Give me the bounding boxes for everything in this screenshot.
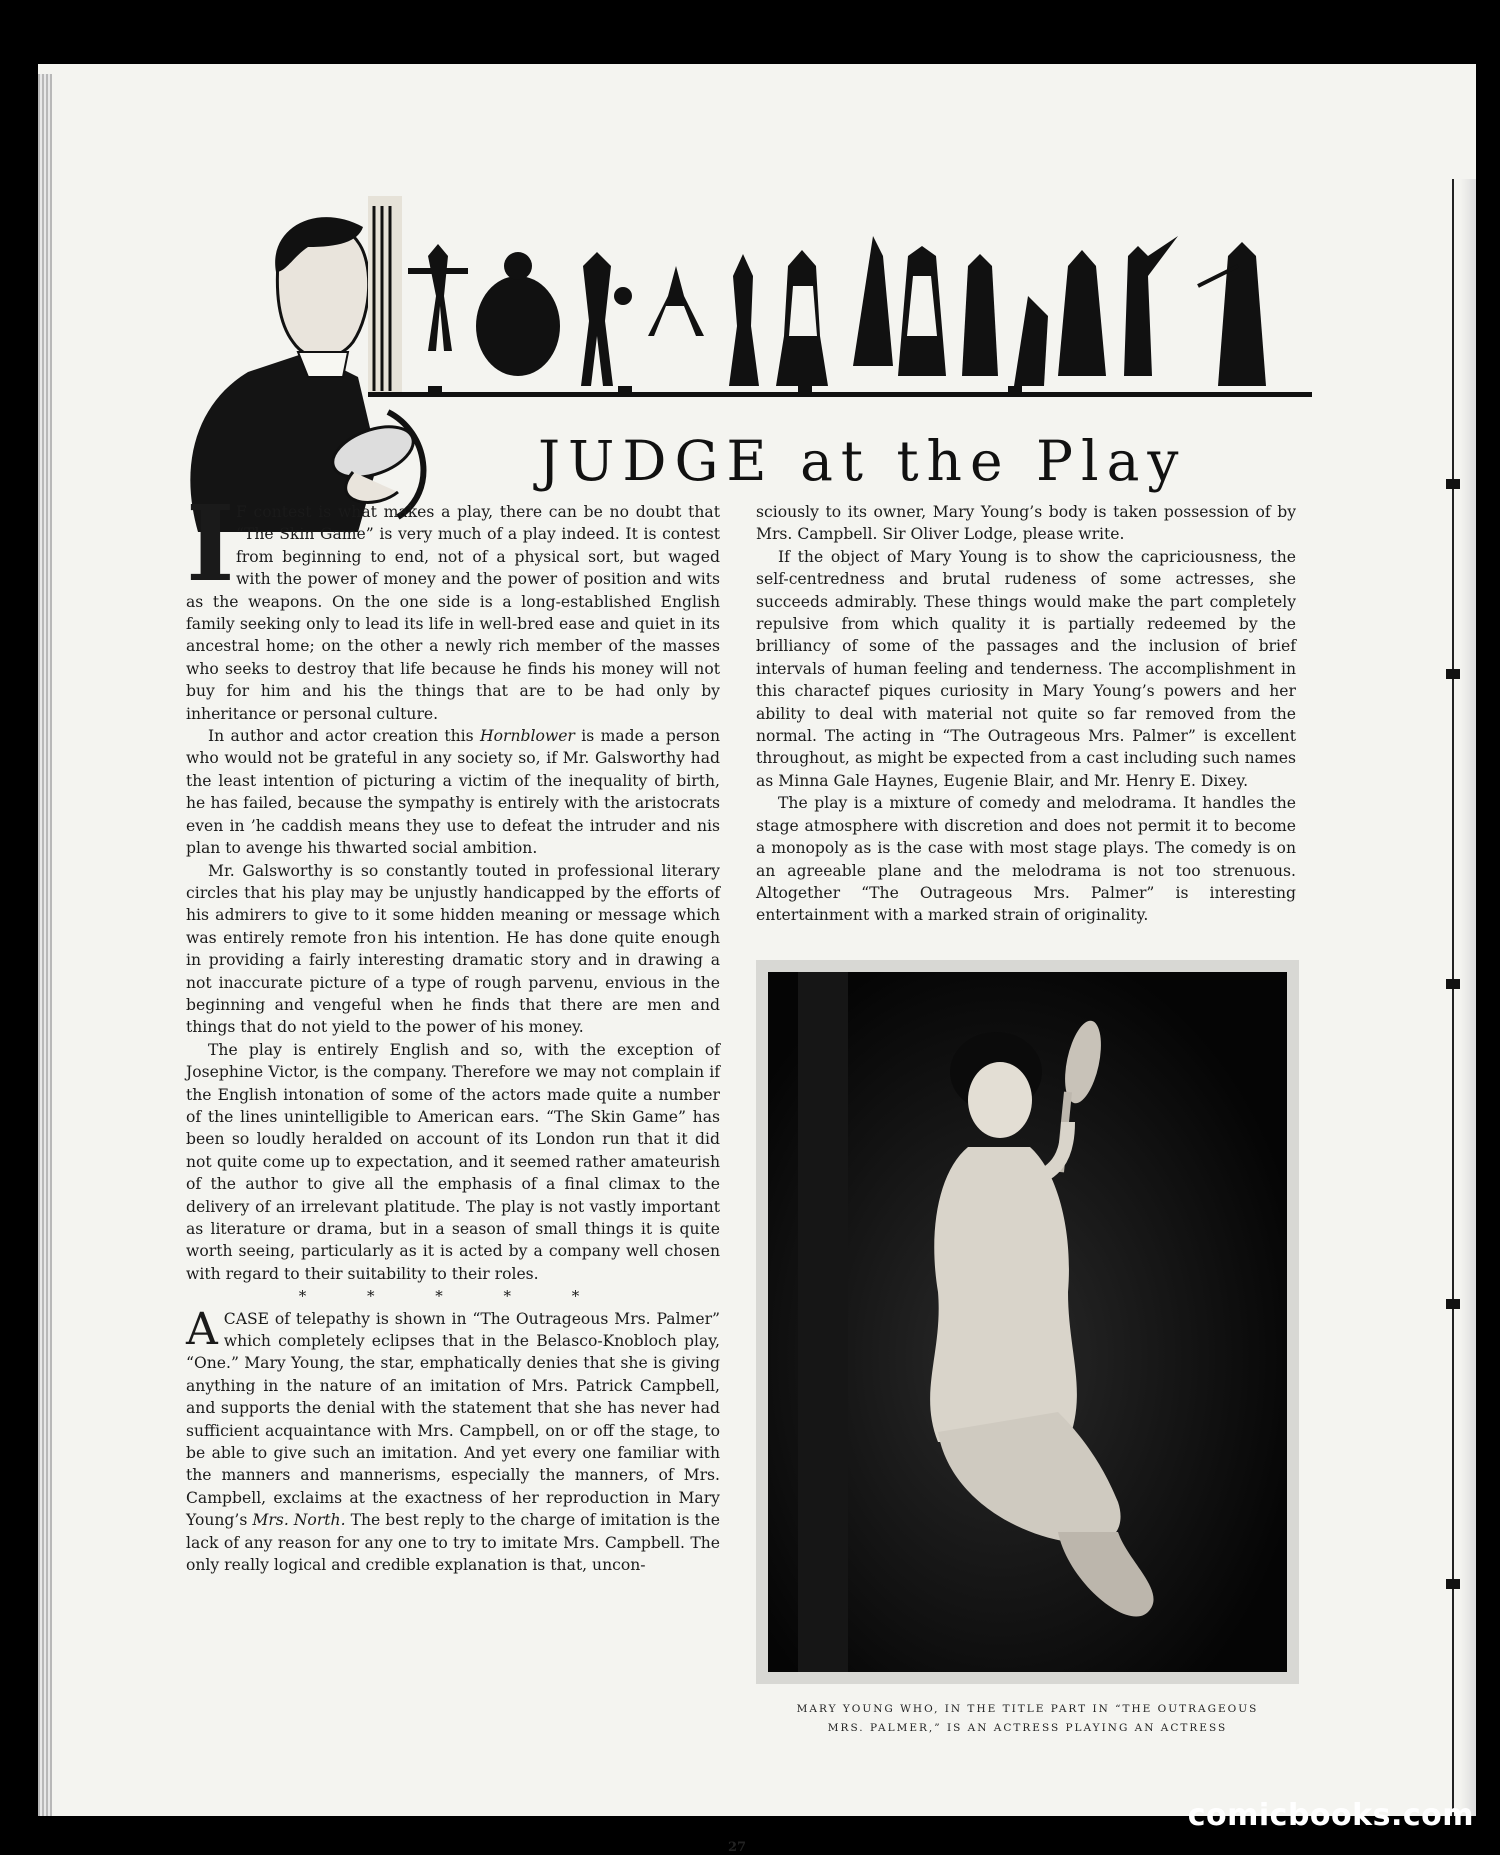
theatrical-figures-frieze xyxy=(368,196,1312,406)
binding-thread xyxy=(1436,179,1476,1816)
article-left-column xyxy=(186,482,721,1577)
article-title: JUDGE at the Play xyxy=(538,429,1187,493)
drop-cap: A xyxy=(186,1303,218,1355)
paragraph-2: In author and actor creation this Hornblower is made a person who would not be grateful in any society so, if Mr. Galsworthy had the least intention of picturing a victim of the inequality of birth, he has failed, because the sympathy is entirely with the aristocrats even in ’he caddish means they use to defeat the intruder and nis plan to avenge his thwarted social ambition. xyxy=(186,727,721,858)
page-edge xyxy=(38,74,52,1816)
section-separator: * * * * * xyxy=(298,1287,608,1306)
page-number: 27 xyxy=(728,1840,747,1855)
actress-photograph xyxy=(768,972,1287,1672)
paragraph-1: I F contest is what makes a play, there can be no doubt that “The Skin Game” is very much of a play indeed. It is contest from beginning to end, not of a physical sort, but waged with the power of money and the power of position and wits as the weapons. On the one side is a long-established English family seeking only to lead its life in well-bred ease and quiet in its ancestral home; on the other a newly rich member of the masses who seeks to destroy that life because he finds his money will not buy for him and his the things that are to be had only by inheritance or personal culture. xyxy=(186,482,720,723)
site-watermark: comicbooks.com xyxy=(1187,1798,1474,1833)
paragraph-continued: sciously to its owner, Mary Young’s body is taken possession of by Mrs. Campbell. Sir Oliver Lodge, please write. xyxy=(756,503,1296,544)
paragraph-3: Mr. Galsworthy is so constantly touted in professional literary circles that his play may be unjustly handicapped by the efforts of his admirers to give to it some hidden meaning or message which was entirely remote fro n his intention. He has done quite enough in providing a fairly interesting dramatic story and in drawing a not inaccurate picture of a type of rough parvenu, envious in the beginning and vengeful when he finds that there are men and things that do not yield to the power of his money. xyxy=(186,861,720,1037)
photo-frame xyxy=(756,960,1299,1684)
drop-cap: I xyxy=(186,482,235,605)
photo-caption: MARY YOUNG WHO, IN THE TITLE PART IN “THE OUTRAGEOUS MRS. PALMER,” IS AN ACTRESS PLAYING AN ACTRESS xyxy=(796,1703,1259,1734)
magazine-page xyxy=(38,64,1476,1855)
paragraph-6: If the object of Mary Young is to show the capriciousness, the self-centredness and brutal rudeness of some actresses, she succeeds admirably. These things would make the part completely repulsive from which quality it is partially redeemed by the brilliancy of some of the passages and the inclusion of brief intervals of human feeling and tenderness. The accomplishment in this charactef piques curiosity in Mary Young’s powers and her ability to deal with material not quite so far removed from the normal. The acting in “The Outrageous Mrs. Palmer” is excellent throughout, as might be expected from a cast including such names as Minna Gale Haynes, Eugenie Blair, and Mr. Henry E. Dixey. xyxy=(756,547,1296,790)
article-right-column xyxy=(756,501,1296,927)
paragraph-5: A CASE of telepathy is shown in “The Outrageous Mrs. Palmer” which completely eclipses that in the Belasco-Knobloch play, “One.” Mary Young, the star, emphatically denies that she is giving anything in the nature of an imitation of Mrs. Patrick Campbell, and supports the denial with the statement that she has never had sufficient acquaintance with Mrs. Campbell, on or off the stage, to be able to give such an imitation. And yet every one familiar with the manners and mannerisms, especially the manners, of Mrs. Campbell, exclaims at the exactness of her reproduction in Mary Young’s Mrs. North. The best reply to the charge of imitation is the lack of any reason for any one to try to imitate Mrs. Campbell. The only really logical and credible explanation is that, uncon- xyxy=(186,1303,721,1575)
paragraph-7: The play is a mixture of comedy and melodrama. It handles the stage atmosphere with discretion and does not permit it to become a monopoly as is the case with most stage plays. The comedy is on an agreeable plane and the melodrama is not too strenuous. Altogether “The Outrageous Mrs. Palmer” is interesting entertainment with a marked strain of originality. xyxy=(756,794,1296,925)
paragraph-4: The play is entirely English and so, with the exception of Josephine Victor, is the company. Therefore we may not complain if the English intonation of some of the actors made quite a number of the lines unintelligible to American ears. “The Skin Game” has been so loudly heralded on account of its London run that it did not quite come up to expectation, and it seemed rather amateurish of the author to give all the emphasis of a final climax to the delivery of an irrelevant platitude. The play is not vastly important as literature or drama, but in a season of small things it is quite worth seeing, particularly as it is acted by a company well chosen with regard to their suitability to their roles. xyxy=(186,1040,720,1283)
